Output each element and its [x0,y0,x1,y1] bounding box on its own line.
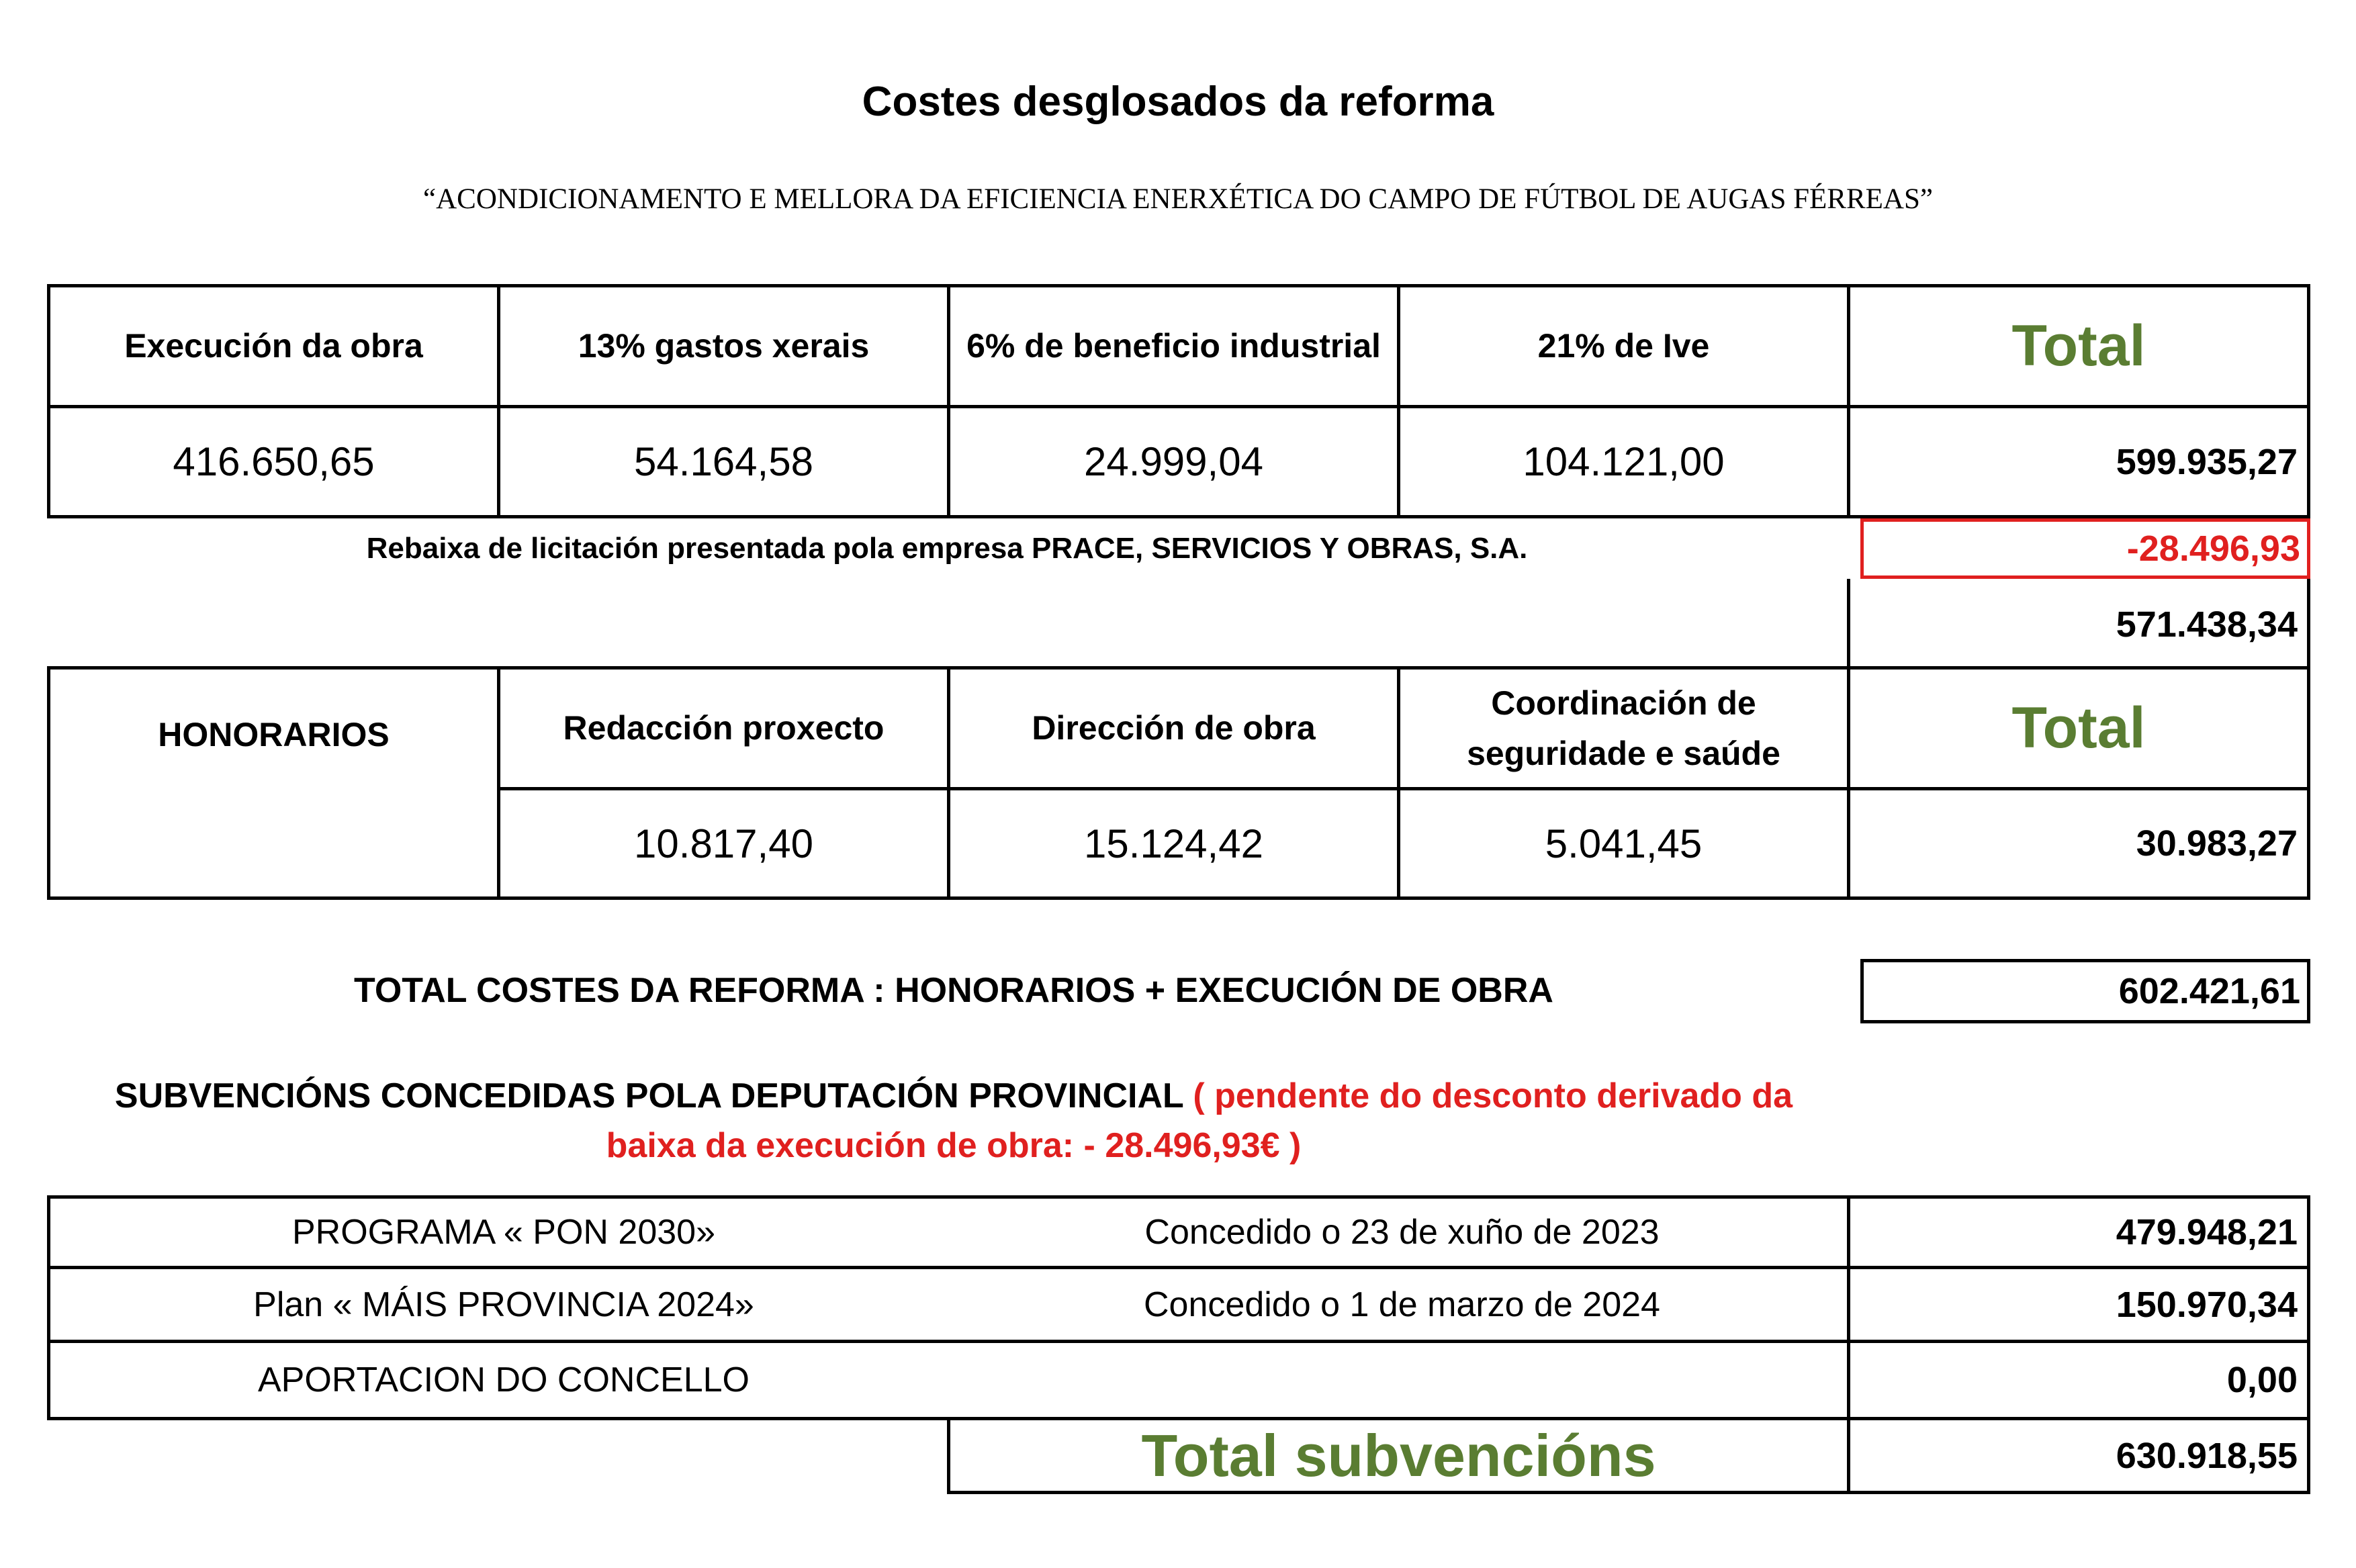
header-ive: 21% de Ive [1397,284,1850,408]
subvencion-date: Concedido o 1 de marzo de 2024 [1144,1285,1660,1324]
value-total-obra: 599.935,27 [1847,405,2310,518]
honorarios-label: HONORARIOS [47,666,500,900]
rebaixa-label: Rebaixa de licitación presentada pola empresa PRACE, SERVICIOS Y OBRAS, S.A. [366,532,1528,565]
total-costes-value: 602.421,61 [1860,959,2310,1023]
header-redaccion-proxecto: Redacción proxecto [497,666,950,790]
header-total-honorarios: Total [1847,666,2310,790]
total-subvencions-label: Total subvencións [947,1417,1850,1494]
header-direccion-obra: Dirección de obra [947,666,1400,790]
value-coordinacion-seguridade: 5.041,45 [1397,787,1850,900]
page-title: Costes desglosados da reforma [862,79,1494,125]
subvencion-date: Concedido o 23 de xuño de 2023 [1144,1213,1660,1252]
header-total-obra: Total [1847,284,2310,408]
total-subvencions-value: 630.918,55 [1847,1417,2310,1494]
value-execucion-obra: 416.650,65 [47,405,500,518]
value-total-honorarios: 30.983,27 [1847,787,2310,900]
header-execucion-obra: Execución da obra [47,284,500,408]
value-beneficio-industrial: 24.999,04 [947,405,1400,518]
rebaixa-value: -28.496,93 [1860,518,2310,579]
value-redaccion-proxecto: 10.817,40 [497,787,950,900]
subvencion-value: 0,00 [1847,1340,2310,1420]
page-subtitle: “ACONDICIONAMENTO E MELLORA DA EFICIENCIA ENERXÉTICA DO CAMPO DE FÚTBOL DE AUGAS FÉRREAS” [423,183,1933,215]
total-costes-label: TOTAL COSTES DA REFORMA : HONORARIOS + EXECUCIÓN DE OBRA [354,971,1553,1010]
value-gastos-xerais: 54.164,58 [497,405,950,518]
subvencion-value: 479.948,21 [1847,1195,2310,1269]
subvencion-name: APORTACION DO CONCELLO [258,1361,750,1399]
subvencion-value: 150.970,34 [1847,1266,2310,1343]
subvencions-heading-text: SUBVENCIÓNS CONCEDIDAS POLA DEPUTACIÓN PROVINCIAL [114,1076,1183,1115]
header-coordinacion-seguridade: Coordinación de seguridade e saúde [1397,666,1850,790]
subtotal-value: 571.438,34 [1847,579,2310,670]
subvencions-note-line1: ( pendente do desconto derivado da [1193,1076,1793,1115]
header-beneficio-industrial: 6% de beneficio industrial [947,284,1400,408]
subvencion-name: PROGRAMA « PON 2030» [291,1213,716,1252]
value-direccion-obra: 15.124,42 [947,787,1400,900]
subvencion-name: Plan « MÁIS PROVINCIA 2024» [253,1285,754,1324]
subvencions-heading [40,1071,1867,1170]
subvencions-note-line2: baixa da execución de obra: - 28.496,93€ ) [606,1126,1302,1165]
subvencion-date [957,1343,1847,1417]
header-gastos-xerais: 13% gastos xerais [497,284,950,408]
value-ive: 104.121,00 [1397,405,1850,518]
